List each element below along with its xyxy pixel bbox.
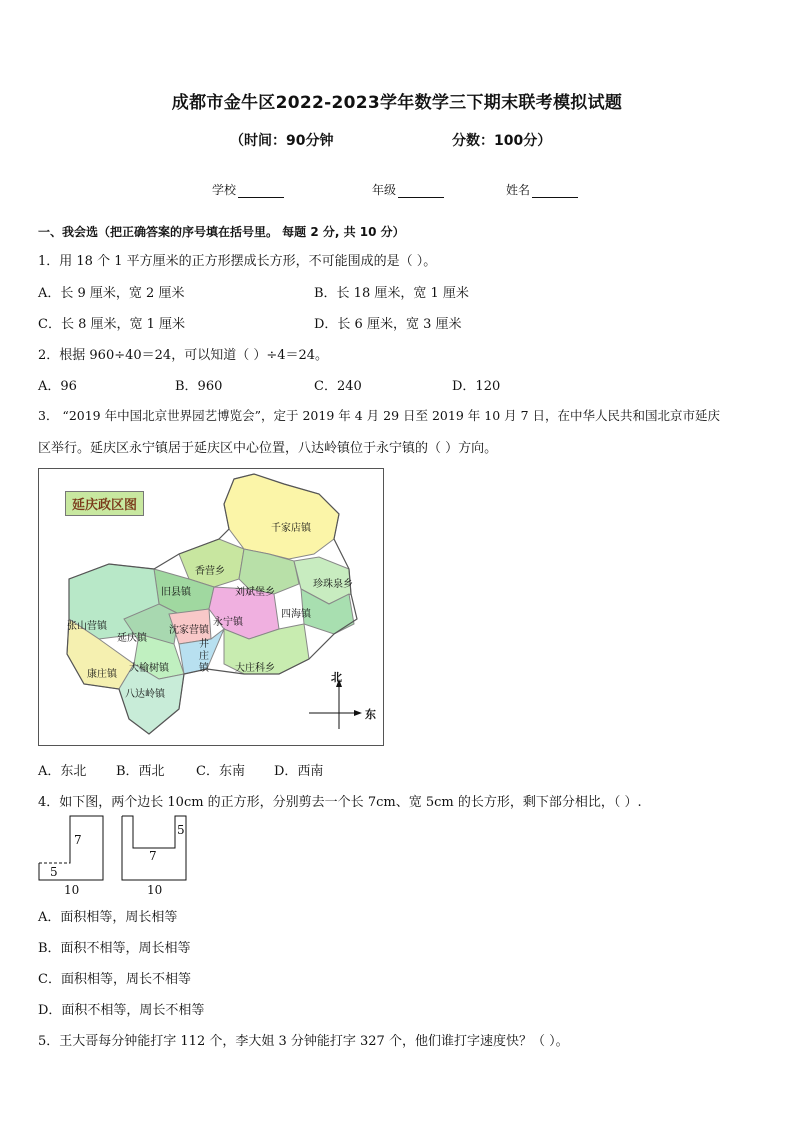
map-title: 延庆政区图 (65, 491, 144, 516)
town-label: 康庄镇 (87, 669, 117, 680)
q5-stem: 5．王大哥每分钟能打字 112 个，李大姐 3 分钟能打字 327 个，他们谁打字速度快？（ ）。 (38, 1034, 569, 1049)
q1-option-b[interactable]: B．长 18 厘米，宽 1 厘米 (314, 286, 469, 301)
q4-option-d[interactable]: D．面积不相等，周长不相等 (38, 1003, 205, 1018)
q4-option-a[interactable]: A．面积相等，周长相等 (38, 910, 178, 925)
q1-option-d[interactable]: D．长 6 厘米，宽 3 厘米 (314, 317, 462, 332)
q2-option-c[interactable]: C．240 (314, 379, 362, 394)
q3-stem-line2: 区举行。延庆区永宁镇居于延庆区中心位置，八达岭镇位于永宁镇的（ ）方向。 (38, 441, 498, 456)
school-field (212, 181, 284, 198)
q3-stem-line1: 3． “2019 年中国北京世界园艺博览会”，定于 2019 年 4 月 29 日至 2019 年 10 月 7 日，在中华人民共和国北京市延庆 (38, 408, 721, 423)
q2-stem: 2．根据 960÷40＝24，可以知道（ ）÷4＝24。 (38, 348, 329, 363)
q3-option-c[interactable]: C．东南 (196, 764, 245, 779)
compass-north-label: 北 (331, 671, 342, 684)
q4-option-c[interactable]: C．面积相等，周长不相等 (38, 972, 191, 987)
q4-option-b[interactable]: B．面积不相等，周长相等 (38, 941, 191, 956)
town-label: 四海镇 (281, 609, 311, 620)
section-heading: 一、我会选（把正确答案的序号填在括号里。 每题 2 分, 共 10 分） (38, 225, 405, 239)
q1-option-c[interactable]: C．长 8 厘米，宽 1 厘米 (38, 317, 186, 332)
fig2-width-label: 10 (147, 883, 163, 897)
compass-east-label: 东 (365, 708, 376, 721)
page-title: 成都市金牛区2022-2023学年数学三下期末联考模拟试题 (171, 93, 623, 113)
q2-option-b[interactable]: B．960 (175, 379, 223, 394)
q2-option-a[interactable]: A．96 (38, 379, 77, 394)
town-label: 旧县镇 (161, 587, 191, 598)
q1-option-a[interactable]: A．长 9 厘米，宽 2 厘米 (38, 286, 185, 301)
town-label: 大庄科乡 (235, 663, 275, 674)
town-label: 大榆树镇 (129, 663, 169, 674)
exam-time: （时间：90分钟 (230, 133, 334, 149)
town-label: 八达岭镇 (125, 689, 165, 700)
q4-figure-2 (121, 815, 187, 897)
grade-field (372, 181, 444, 198)
town-label: 沈家营镇 (169, 625, 209, 636)
grade-label: 年级 (372, 183, 397, 197)
exam-score: 分数：100分） (452, 133, 552, 149)
fig1-side-label: 7 (74, 833, 82, 847)
town-label: 井庄镇 (199, 639, 209, 674)
q4-figure-1 (38, 815, 104, 897)
q3-option-a[interactable]: A．东北 (38, 764, 87, 779)
q4-stem: 4．如下图，两个边长 10cm 的正方形，分别剪去一个长 7cm、宽 5cm 的长方形，剩下部分相比，（ ）. (38, 795, 642, 810)
town-label: 永宁镇 (213, 617, 243, 628)
name-label: 姓名 (506, 183, 531, 197)
town-label: 延庆镇 (117, 633, 147, 644)
town-label: 珍珠泉乡 (313, 579, 353, 590)
fig2-inner-label: 7 (149, 849, 157, 863)
fig1-width-label: 10 (64, 883, 80, 897)
fig1-bottom-label: 5 (50, 865, 58, 879)
town-label: 香营乡 (195, 566, 225, 577)
q3-option-b[interactable]: B．西北 (116, 764, 165, 779)
q2-option-d[interactable]: D．120 (452, 379, 501, 394)
q3-option-d[interactable]: D．西南 (274, 764, 324, 779)
town-label: 刘斌堡乡 (235, 587, 275, 598)
school-label: 学校 (212, 183, 237, 197)
school-blank[interactable] (238, 185, 284, 198)
fig2-side-label: 5 (177, 823, 185, 837)
name-field (506, 181, 578, 198)
town-label: 张山营镇 (67, 621, 107, 632)
name-blank[interactable] (532, 185, 578, 198)
yanqing-map (38, 468, 384, 746)
grade-blank[interactable] (398, 185, 444, 198)
q1-stem: 1．用 18 个 1 平方厘米的正方形摆成长方形，不可能围成的是（ ）。 (38, 254, 437, 269)
town-label: 千家店镇 (271, 523, 311, 534)
